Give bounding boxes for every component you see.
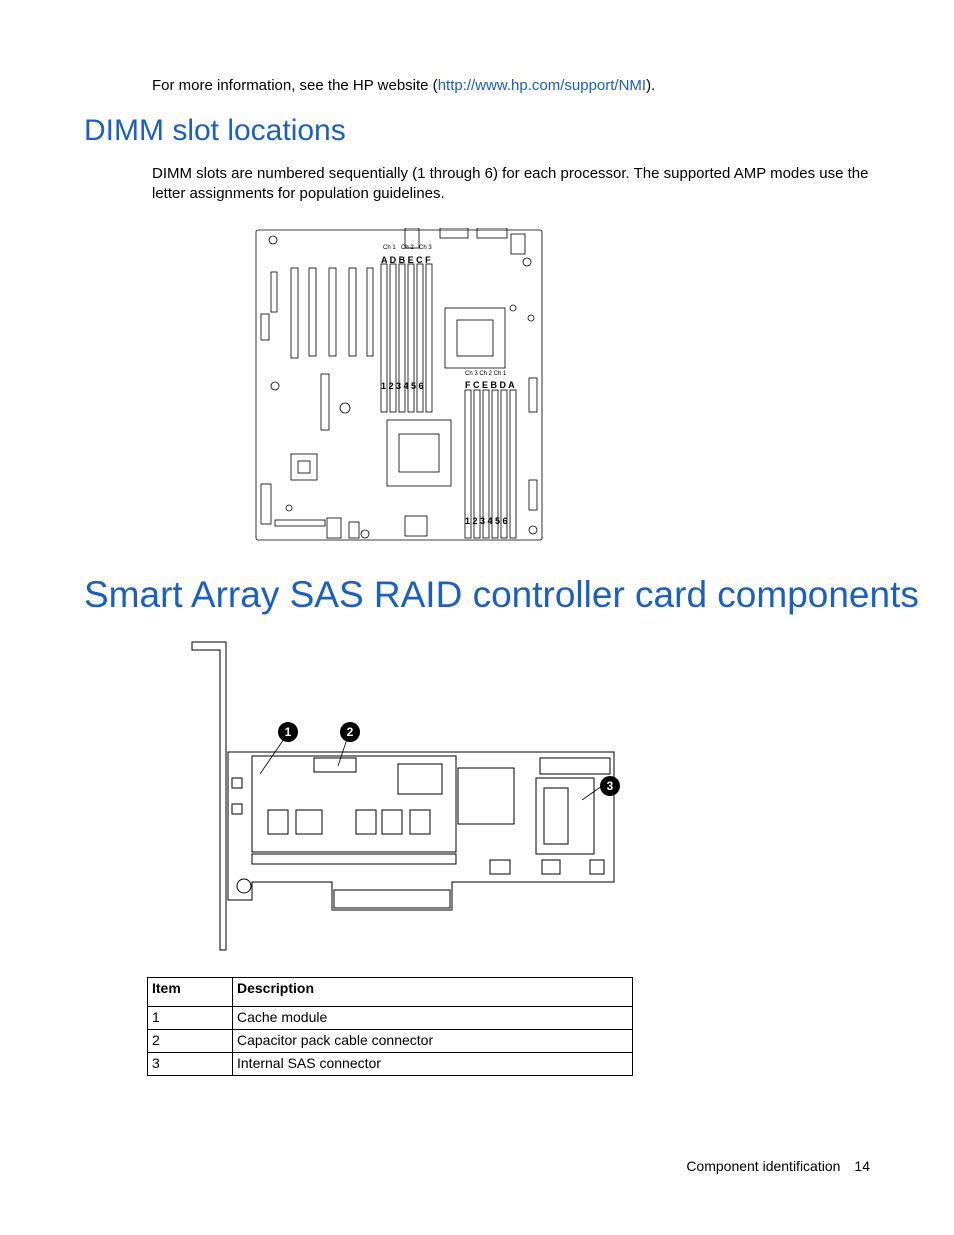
description-cell: Capacitor pack cable connector xyxy=(233,1030,633,1053)
header-item: Item xyxy=(148,978,233,1007)
dimm-paragraph-line1: DIMM slots are numbered sequentially (1 through 6) for each processor. The supported AMP modes use the xyxy=(152,165,869,182)
item-cell: 1 xyxy=(148,1007,233,1030)
table-row xyxy=(148,1053,633,1076)
cache-module xyxy=(252,756,456,852)
internal-sas-connector xyxy=(536,778,594,854)
callout-3 xyxy=(600,776,620,796)
label-ch1: Ch 1 xyxy=(383,245,396,251)
dimm-paragraph-line2: letter assignments for population guidelines. xyxy=(152,185,445,202)
label-cpu2-numbers: 1 2 3 4 5 6 xyxy=(465,516,508,526)
table-row xyxy=(148,1030,633,1053)
hp-support-link[interactable]: http://www.hp.com/support/NMI xyxy=(437,77,647,94)
label-ch2: Ch 2 xyxy=(401,245,414,251)
dimm-section-heading: DIMM slot locations xyxy=(84,114,346,147)
label-top-letters: A D B E C F xyxy=(381,255,431,265)
cpu2-socket xyxy=(445,308,505,368)
footer-section: Component identification xyxy=(686,1158,841,1174)
table-header-row xyxy=(148,978,633,1007)
page-number: 14 xyxy=(854,1158,870,1174)
card-bracket xyxy=(192,642,226,950)
motherboard-dimm-diagram xyxy=(255,228,545,543)
label-cpu1-numbers: 1 2 3 4 5 6 xyxy=(381,381,424,391)
header-description: Description xyxy=(233,978,633,1007)
item-cell: 3 xyxy=(148,1053,233,1076)
cpu1-socket xyxy=(387,420,451,486)
svg-text:3: 3 xyxy=(606,779,614,793)
card-board xyxy=(228,752,614,910)
table-row xyxy=(148,1007,633,1030)
intro-text xyxy=(152,76,655,96)
svg-text:2: 2 xyxy=(346,725,354,739)
svg-text:1: 1 xyxy=(284,725,292,739)
callout-1 xyxy=(278,722,298,742)
label-lower-channels: Ch 3 Ch 2 Ch 1 xyxy=(465,371,507,377)
description-cell: Cache module xyxy=(233,1007,633,1030)
label-lower-letters: F C E B D A xyxy=(465,380,515,390)
smart-array-section-heading: Smart Array SAS RAID controller card components xyxy=(84,574,919,615)
controller-card-diagram xyxy=(190,638,650,956)
dimm-paragraph xyxy=(152,164,882,204)
intro-prefix: For more information, see the HP website ( xyxy=(152,77,438,94)
intro-suffix: ). xyxy=(646,77,656,94)
label-ch3: Ch 3 xyxy=(419,245,432,251)
capacitor-connector xyxy=(314,758,356,772)
page-footer xyxy=(686,1158,870,1174)
item-cell: 2 xyxy=(148,1030,233,1053)
callout-2 xyxy=(340,722,360,742)
description-cell: Internal SAS connector xyxy=(233,1053,633,1076)
components-table xyxy=(147,977,633,1076)
